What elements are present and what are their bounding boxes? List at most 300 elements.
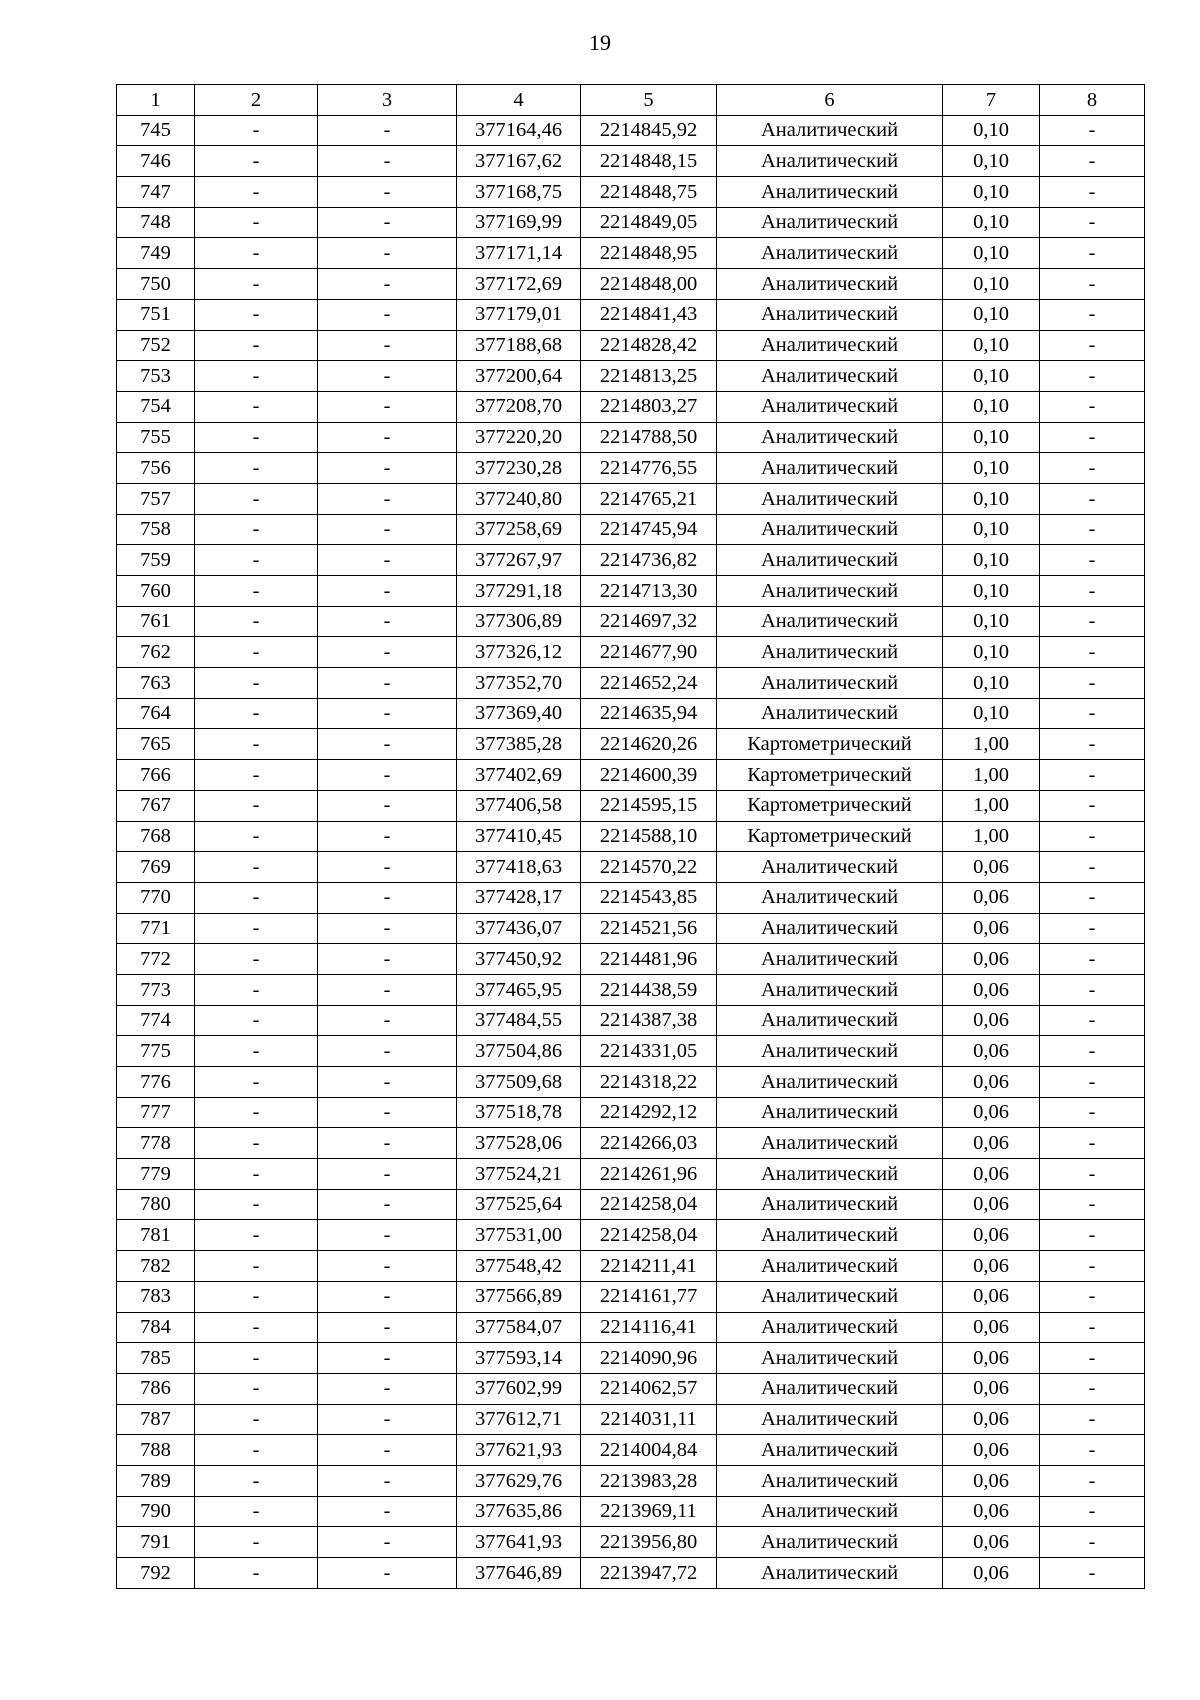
- col3-cell: -: [318, 668, 457, 699]
- point-number-cell: 761: [117, 606, 195, 637]
- col3-cell: -: [318, 1005, 457, 1036]
- col3-cell: -: [318, 115, 457, 146]
- y-coordinate-cell: 2214848,75: [581, 177, 717, 208]
- y-coordinate-cell: 2214813,25: [581, 361, 717, 392]
- x-coordinate-cell: 377629,76: [457, 1465, 581, 1496]
- col2-cell: -: [195, 1435, 318, 1466]
- x-coordinate-cell: 377267,97: [457, 545, 581, 576]
- col8-cell: -: [1040, 391, 1145, 422]
- col8-cell: -: [1040, 698, 1145, 729]
- x-coordinate-cell: 377369,40: [457, 698, 581, 729]
- col8-cell: -: [1040, 1496, 1145, 1527]
- method-cell: Аналитический: [717, 1220, 943, 1251]
- y-coordinate-cell: 2214828,42: [581, 330, 717, 361]
- point-number-cell: 770: [117, 882, 195, 913]
- y-coordinate-cell: 2214261,96: [581, 1159, 717, 1190]
- x-coordinate-cell: 377528,06: [457, 1128, 581, 1159]
- x-coordinate-cell: 377436,07: [457, 913, 581, 944]
- col2-cell: -: [195, 545, 318, 576]
- table-row: [117, 1527, 1145, 1558]
- accuracy-cell: 0,06: [943, 1435, 1040, 1466]
- point-number-cell: 785: [117, 1343, 195, 1374]
- accuracy-cell: 0,06: [943, 974, 1040, 1005]
- col3-cell: -: [318, 1067, 457, 1098]
- col8-cell: -: [1040, 330, 1145, 361]
- col2-cell: -: [195, 1097, 318, 1128]
- accuracy-cell: 0,10: [943, 514, 1040, 545]
- x-coordinate-cell: 377406,58: [457, 790, 581, 821]
- accuracy-cell: 0,06: [943, 1373, 1040, 1404]
- point-number-cell: 790: [117, 1496, 195, 1527]
- y-coordinate-cell: 2214331,05: [581, 1036, 717, 1067]
- point-number-cell: 763: [117, 668, 195, 699]
- col2-cell: -: [195, 391, 318, 422]
- method-cell: Аналитический: [717, 1435, 943, 1466]
- y-coordinate-cell: 2214745,94: [581, 514, 717, 545]
- y-coordinate-cell: 2214570,22: [581, 852, 717, 883]
- point-number-cell: 777: [117, 1097, 195, 1128]
- point-number-cell: 749: [117, 238, 195, 269]
- col3-cell: -: [318, 299, 457, 330]
- table-row: [117, 453, 1145, 484]
- col8-cell: -: [1040, 1312, 1145, 1343]
- accuracy-cell: 0,10: [943, 238, 1040, 269]
- column-header: 7: [943, 85, 1040, 116]
- col8-cell: -: [1040, 944, 1145, 975]
- table-row: [117, 207, 1145, 238]
- table-row: [117, 361, 1145, 392]
- y-coordinate-cell: 2214004,84: [581, 1435, 717, 1466]
- col2-cell: -: [195, 146, 318, 177]
- accuracy-cell: 0,06: [943, 913, 1040, 944]
- col8-cell: -: [1040, 606, 1145, 637]
- col2-cell: -: [195, 974, 318, 1005]
- col8-cell: -: [1040, 146, 1145, 177]
- method-cell: Аналитический: [717, 1097, 943, 1128]
- col8-cell: -: [1040, 1036, 1145, 1067]
- accuracy-cell: 0,06: [943, 1281, 1040, 1312]
- col2-cell: -: [195, 668, 318, 699]
- table-row: [117, 1067, 1145, 1098]
- col2-cell: -: [195, 299, 318, 330]
- column-header: 1: [117, 85, 195, 116]
- col2-cell: -: [195, 637, 318, 668]
- table-row: [117, 576, 1145, 607]
- col3-cell: -: [318, 1343, 457, 1374]
- column-header: 8: [1040, 85, 1145, 116]
- x-coordinate-cell: 377179,01: [457, 299, 581, 330]
- y-coordinate-cell: 2214211,41: [581, 1251, 717, 1282]
- accuracy-cell: 1,00: [943, 729, 1040, 760]
- y-coordinate-cell: 2214849,05: [581, 207, 717, 238]
- x-coordinate-cell: 377172,69: [457, 269, 581, 300]
- col8-cell: -: [1040, 852, 1145, 883]
- y-coordinate-cell: 2214697,32: [581, 606, 717, 637]
- y-coordinate-cell: 2214543,85: [581, 882, 717, 913]
- method-cell: Аналитический: [717, 146, 943, 177]
- col2-cell: -: [195, 1404, 318, 1435]
- point-number-cell: 776: [117, 1067, 195, 1098]
- method-cell: Аналитический: [717, 1465, 943, 1496]
- col8-cell: -: [1040, 882, 1145, 913]
- table-row: [117, 913, 1145, 944]
- x-coordinate-cell: 377169,99: [457, 207, 581, 238]
- accuracy-cell: 0,06: [943, 944, 1040, 975]
- x-coordinate-cell: 377291,18: [457, 576, 581, 607]
- x-coordinate-cell: 377240,80: [457, 483, 581, 514]
- method-cell: Аналитический: [717, 269, 943, 300]
- point-number-cell: 750: [117, 269, 195, 300]
- col8-cell: -: [1040, 1189, 1145, 1220]
- x-coordinate-cell: 377450,92: [457, 944, 581, 975]
- accuracy-cell: 0,06: [943, 1312, 1040, 1343]
- col3-cell: -: [318, 913, 457, 944]
- col3-cell: -: [318, 422, 457, 453]
- y-coordinate-cell: 2214803,27: [581, 391, 717, 422]
- col8-cell: -: [1040, 974, 1145, 1005]
- method-cell: Аналитический: [717, 1005, 943, 1036]
- method-cell: Аналитический: [717, 1159, 943, 1190]
- col3-cell: -: [318, 576, 457, 607]
- col3-cell: -: [318, 1159, 457, 1190]
- table-row: [117, 483, 1145, 514]
- table-row: [117, 514, 1145, 545]
- y-coordinate-cell: 2214848,00: [581, 269, 717, 300]
- col2-cell: -: [195, 483, 318, 514]
- accuracy-cell: 0,06: [943, 1097, 1040, 1128]
- x-coordinate-cell: 377635,86: [457, 1496, 581, 1527]
- col3-cell: -: [318, 1312, 457, 1343]
- accuracy-cell: 0,06: [943, 1404, 1040, 1435]
- col3-cell: -: [318, 146, 457, 177]
- method-cell: Аналитический: [717, 913, 943, 944]
- table-row: [117, 821, 1145, 852]
- accuracy-cell: 0,06: [943, 1527, 1040, 1558]
- col2-cell: -: [195, 698, 318, 729]
- method-cell: Аналитический: [717, 453, 943, 484]
- table-row: [117, 852, 1145, 883]
- table-row: [117, 1189, 1145, 1220]
- col3-cell: -: [318, 1435, 457, 1466]
- table-row: [117, 606, 1145, 637]
- col3-cell: -: [318, 1373, 457, 1404]
- point-number-cell: 764: [117, 698, 195, 729]
- table-row: [117, 238, 1145, 269]
- accuracy-cell: 0,10: [943, 545, 1040, 576]
- x-coordinate-cell: 377208,70: [457, 391, 581, 422]
- table-row: [117, 637, 1145, 668]
- point-number-cell: 760: [117, 576, 195, 607]
- table-body: [117, 115, 1145, 1588]
- table-row: [117, 729, 1145, 760]
- col2-cell: -: [195, 1005, 318, 1036]
- accuracy-cell: 0,06: [943, 1465, 1040, 1496]
- method-cell: Картометрический: [717, 729, 943, 760]
- y-coordinate-cell: 2214845,92: [581, 115, 717, 146]
- x-coordinate-cell: 377465,95: [457, 974, 581, 1005]
- table-row: [117, 1251, 1145, 1282]
- y-coordinate-cell: 2214258,04: [581, 1189, 717, 1220]
- y-coordinate-cell: 2214595,15: [581, 790, 717, 821]
- y-coordinate-cell: 2214776,55: [581, 453, 717, 484]
- method-cell: Аналитический: [717, 299, 943, 330]
- accuracy-cell: 0,10: [943, 483, 1040, 514]
- y-coordinate-cell: 2214318,22: [581, 1067, 717, 1098]
- col2-cell: -: [195, 453, 318, 484]
- x-coordinate-cell: 377258,69: [457, 514, 581, 545]
- col8-cell: -: [1040, 483, 1145, 514]
- col8-cell: -: [1040, 1373, 1145, 1404]
- y-coordinate-cell: 2214481,96: [581, 944, 717, 975]
- method-cell: Аналитический: [717, 1312, 943, 1343]
- col2-cell: -: [195, 1496, 318, 1527]
- x-coordinate-cell: 377525,64: [457, 1189, 581, 1220]
- point-number-cell: 780: [117, 1189, 195, 1220]
- col2-cell: -: [195, 1189, 318, 1220]
- point-number-cell: 748: [117, 207, 195, 238]
- col8-cell: -: [1040, 1435, 1145, 1466]
- point-number-cell: 774: [117, 1005, 195, 1036]
- method-cell: Аналитический: [717, 1189, 943, 1220]
- col3-cell: -: [318, 1036, 457, 1067]
- point-number-cell: 759: [117, 545, 195, 576]
- col3-cell: -: [318, 391, 457, 422]
- col8-cell: -: [1040, 115, 1145, 146]
- point-number-cell: 781: [117, 1220, 195, 1251]
- point-number-cell: 772: [117, 944, 195, 975]
- method-cell: Аналитический: [717, 514, 943, 545]
- col8-cell: -: [1040, 821, 1145, 852]
- point-number-cell: 755: [117, 422, 195, 453]
- x-coordinate-cell: 377171,14: [457, 238, 581, 269]
- col3-cell: -: [318, 238, 457, 269]
- x-coordinate-cell: 377518,78: [457, 1097, 581, 1128]
- method-cell: Аналитический: [717, 115, 943, 146]
- col8-cell: -: [1040, 1343, 1145, 1374]
- accuracy-cell: 0,10: [943, 207, 1040, 238]
- accuracy-cell: 0,10: [943, 637, 1040, 668]
- col3-cell: -: [318, 729, 457, 760]
- table-row: [117, 1404, 1145, 1435]
- col2-cell: -: [195, 913, 318, 944]
- y-coordinate-cell: 2214387,38: [581, 1005, 717, 1036]
- accuracy-cell: 0,06: [943, 1251, 1040, 1282]
- x-coordinate-cell: 377418,63: [457, 852, 581, 883]
- col8-cell: -: [1040, 1251, 1145, 1282]
- col2-cell: -: [195, 1527, 318, 1558]
- method-cell: Аналитический: [717, 974, 943, 1005]
- col8-cell: -: [1040, 207, 1145, 238]
- point-number-cell: 788: [117, 1435, 195, 1466]
- col2-cell: -: [195, 760, 318, 791]
- col2-cell: -: [195, 852, 318, 883]
- table-row: [117, 177, 1145, 208]
- col3-cell: -: [318, 1465, 457, 1496]
- col8-cell: -: [1040, 361, 1145, 392]
- column-header: 5: [581, 85, 717, 116]
- col3-cell: -: [318, 944, 457, 975]
- method-cell: Аналитический: [717, 330, 943, 361]
- accuracy-cell: 0,10: [943, 576, 1040, 607]
- table-row: [117, 422, 1145, 453]
- point-number-cell: 746: [117, 146, 195, 177]
- point-number-cell: 783: [117, 1281, 195, 1312]
- column-header: 2: [195, 85, 318, 116]
- point-number-cell: 757: [117, 483, 195, 514]
- col8-cell: -: [1040, 269, 1145, 300]
- accuracy-cell: 1,00: [943, 790, 1040, 821]
- table-header-row: [117, 85, 1145, 116]
- accuracy-cell: 0,06: [943, 1067, 1040, 1098]
- table-row: [117, 790, 1145, 821]
- accuracy-cell: 0,10: [943, 361, 1040, 392]
- table-row: [117, 1496, 1145, 1527]
- x-coordinate-cell: 377402,69: [457, 760, 581, 791]
- x-coordinate-cell: 377168,75: [457, 177, 581, 208]
- x-coordinate-cell: 377188,68: [457, 330, 581, 361]
- point-number-cell: 789: [117, 1465, 195, 1496]
- col3-cell: -: [318, 453, 457, 484]
- y-coordinate-cell: 2214736,82: [581, 545, 717, 576]
- table-row: [117, 1281, 1145, 1312]
- col2-cell: -: [195, 1312, 318, 1343]
- col3-cell: -: [318, 882, 457, 913]
- y-coordinate-cell: 2214713,30: [581, 576, 717, 607]
- y-coordinate-cell: 2214841,43: [581, 299, 717, 330]
- table-row: [117, 545, 1145, 576]
- y-coordinate-cell: 2214788,50: [581, 422, 717, 453]
- table-row: [117, 698, 1145, 729]
- col2-cell: -: [195, 514, 318, 545]
- accuracy-cell: 0,06: [943, 1036, 1040, 1067]
- method-cell: Аналитический: [717, 944, 943, 975]
- table-row: [117, 299, 1145, 330]
- col3-cell: -: [318, 1189, 457, 1220]
- col3-cell: -: [318, 269, 457, 300]
- table-row: [117, 1373, 1145, 1404]
- col8-cell: -: [1040, 637, 1145, 668]
- table-row: [117, 391, 1145, 422]
- col2-cell: -: [195, 790, 318, 821]
- point-number-cell: 775: [117, 1036, 195, 1067]
- point-number-cell: 751: [117, 299, 195, 330]
- y-coordinate-cell: 2213969,11: [581, 1496, 717, 1527]
- accuracy-cell: 0,10: [943, 299, 1040, 330]
- col2-cell: -: [195, 115, 318, 146]
- col2-cell: -: [195, 1373, 318, 1404]
- method-cell: Аналитический: [717, 1128, 943, 1159]
- table-row: [117, 146, 1145, 177]
- col2-cell: -: [195, 1036, 318, 1067]
- col3-cell: -: [318, 361, 457, 392]
- col8-cell: -: [1040, 1465, 1145, 1496]
- method-cell: Аналитический: [717, 637, 943, 668]
- point-number-cell: 778: [117, 1128, 195, 1159]
- method-cell: Аналитический: [717, 422, 943, 453]
- point-number-cell: 779: [117, 1159, 195, 1190]
- y-coordinate-cell: 2213947,72: [581, 1558, 717, 1589]
- col8-cell: -: [1040, 1159, 1145, 1190]
- point-number-cell: 753: [117, 361, 195, 392]
- accuracy-cell: 0,10: [943, 453, 1040, 484]
- col2-cell: -: [195, 207, 318, 238]
- method-cell: Аналитический: [717, 882, 943, 913]
- col3-cell: -: [318, 852, 457, 883]
- x-coordinate-cell: 377509,68: [457, 1067, 581, 1098]
- method-cell: Аналитический: [717, 698, 943, 729]
- col8-cell: -: [1040, 913, 1145, 944]
- col2-cell: -: [195, 606, 318, 637]
- col3-cell: -: [318, 760, 457, 791]
- point-number-cell: 766: [117, 760, 195, 791]
- col3-cell: -: [318, 637, 457, 668]
- col3-cell: -: [318, 1404, 457, 1435]
- col8-cell: -: [1040, 1527, 1145, 1558]
- x-coordinate-cell: 377584,07: [457, 1312, 581, 1343]
- x-coordinate-cell: 377306,89: [457, 606, 581, 637]
- method-cell: Аналитический: [717, 668, 943, 699]
- x-coordinate-cell: 377167,62: [457, 146, 581, 177]
- col2-cell: -: [195, 422, 318, 453]
- col3-cell: -: [318, 698, 457, 729]
- method-cell: Аналитический: [717, 576, 943, 607]
- accuracy-cell: 0,06: [943, 1128, 1040, 1159]
- x-coordinate-cell: 377524,21: [457, 1159, 581, 1190]
- method-cell: Аналитический: [717, 545, 943, 576]
- x-coordinate-cell: 377352,70: [457, 668, 581, 699]
- x-coordinate-cell: 377641,93: [457, 1527, 581, 1558]
- point-number-cell: 767: [117, 790, 195, 821]
- col2-cell: -: [195, 238, 318, 269]
- accuracy-cell: 0,10: [943, 698, 1040, 729]
- y-coordinate-cell: 2214652,24: [581, 668, 717, 699]
- col2-cell: -: [195, 330, 318, 361]
- col2-cell: -: [195, 729, 318, 760]
- col3-cell: -: [318, 790, 457, 821]
- accuracy-cell: 0,10: [943, 606, 1040, 637]
- col8-cell: -: [1040, 1067, 1145, 1098]
- col2-cell: -: [195, 1465, 318, 1496]
- col2-cell: -: [195, 1159, 318, 1190]
- method-cell: Аналитический: [717, 1404, 943, 1435]
- y-coordinate-cell: 2214677,90: [581, 637, 717, 668]
- y-coordinate-cell: 2214521,56: [581, 913, 717, 944]
- col3-cell: -: [318, 606, 457, 637]
- col3-cell: -: [318, 514, 457, 545]
- accuracy-cell: 0,06: [943, 1343, 1040, 1374]
- method-cell: Аналитический: [717, 1036, 943, 1067]
- y-coordinate-cell: 2214848,95: [581, 238, 717, 269]
- x-coordinate-cell: 377385,28: [457, 729, 581, 760]
- accuracy-cell: 0,06: [943, 1005, 1040, 1036]
- page-number: 19: [589, 30, 611, 55]
- col3-cell: -: [318, 330, 457, 361]
- y-coordinate-cell: 2214438,59: [581, 974, 717, 1005]
- x-coordinate-cell: 377548,42: [457, 1251, 581, 1282]
- x-coordinate-cell: 377593,14: [457, 1343, 581, 1374]
- table-row: [117, 1558, 1145, 1589]
- col8-cell: -: [1040, 576, 1145, 607]
- x-coordinate-cell: 377612,71: [457, 1404, 581, 1435]
- x-coordinate-cell: 377164,46: [457, 115, 581, 146]
- col2-cell: -: [195, 944, 318, 975]
- accuracy-cell: 0,06: [943, 1496, 1040, 1527]
- col3-cell: -: [318, 974, 457, 1005]
- y-coordinate-cell: 2214266,03: [581, 1128, 717, 1159]
- x-coordinate-cell: 377621,93: [457, 1435, 581, 1466]
- x-coordinate-cell: 377646,89: [457, 1558, 581, 1589]
- col8-cell: -: [1040, 299, 1145, 330]
